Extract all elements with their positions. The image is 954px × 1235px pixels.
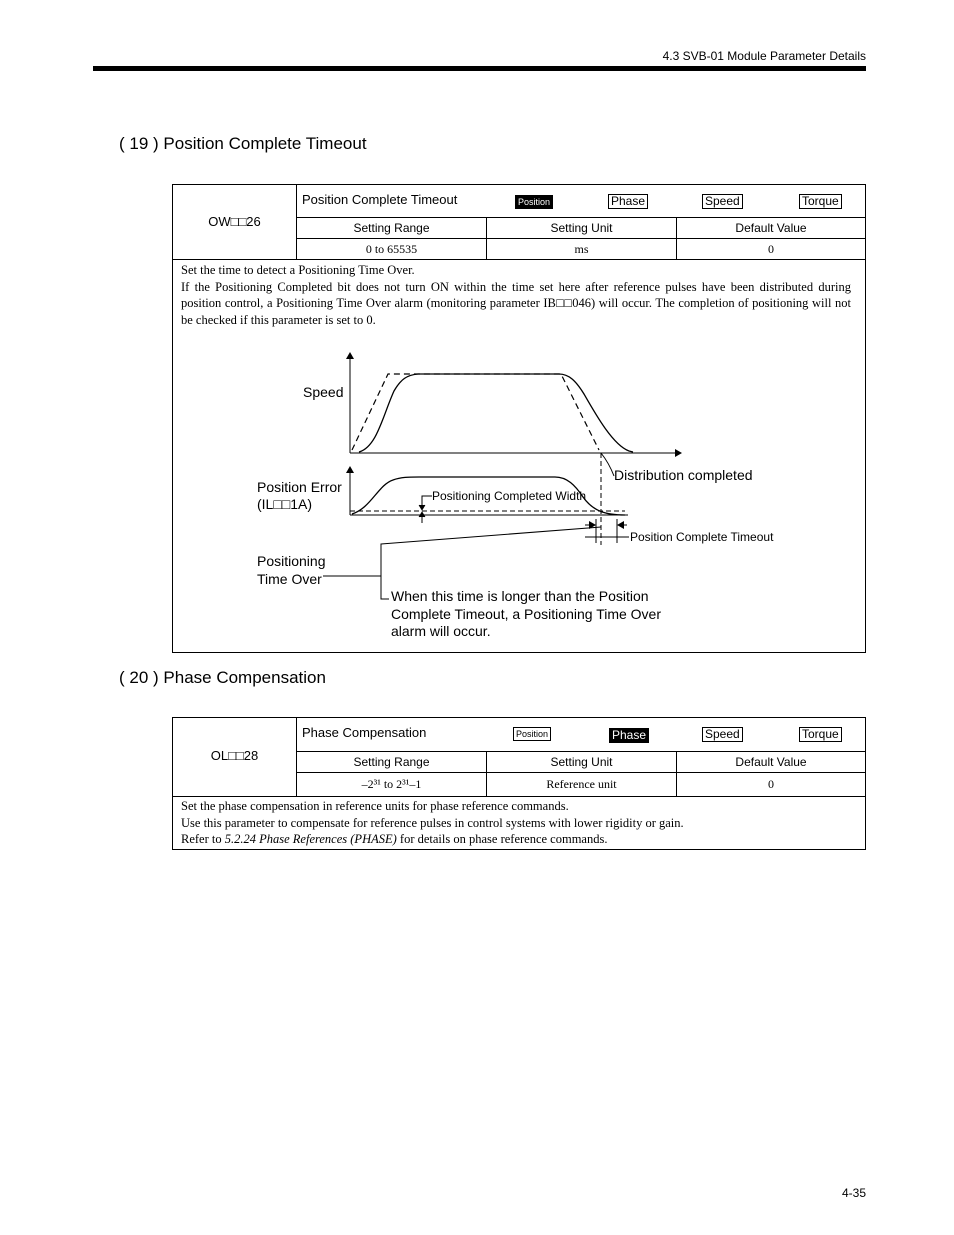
- speed-reference-dashed: [352, 374, 599, 450]
- label-position-error: Position Error: [257, 479, 342, 495]
- col-header-unit: Setting Unit: [487, 218, 677, 239]
- value-default: 0: [677, 773, 865, 797]
- mode-tag-speed: Speed: [702, 194, 743, 209]
- speed-actual-curve: [359, 374, 633, 452]
- note-bracket: [381, 553, 389, 599]
- label-time-over-1: Positioning: [257, 553, 326, 569]
- param-name: Phase Compensation: [302, 725, 427, 740]
- description-line: If the Positioning Completed bit does not turn ON within the time set here after reference pulses have been distributed during position control, a Positioning Time Over alarm (monitoring parameter IB□□046) will occur. The completion of positioning will not be checked if this parameter is set to 0.: [181, 279, 851, 327]
- label-complete-timeout: Position Complete Timeout: [630, 530, 774, 544]
- parameter-table-20: [172, 717, 866, 850]
- mode-tag-torque: Torque: [799, 727, 842, 742]
- register-cell: [173, 718, 297, 797]
- register-id: OL□□28: [210, 748, 259, 763]
- mode-tag-position: Position: [515, 195, 553, 209]
- mode-tag-phase: Phase: [608, 194, 648, 209]
- value-range: –2³¹ to 2³¹–1: [297, 773, 487, 797]
- time-over-signal: [323, 527, 601, 576]
- note-line-2: Complete Timeout, a Positioning Time Over: [391, 606, 662, 622]
- label-position-error-register: (IL□□1A): [257, 496, 313, 512]
- param-name-row: [297, 718, 865, 752]
- description-line: [181, 831, 851, 848]
- value-default: 0: [677, 239, 865, 260]
- refer-suffix: for details on phase reference commands.: [396, 832, 608, 846]
- mode-tag-speed: Speed: [702, 727, 743, 742]
- label-distribution-completed: Distribution completed: [614, 467, 753, 483]
- col-header-unit: Setting Unit: [487, 752, 677, 773]
- label-speed: Speed: [303, 384, 344, 400]
- note-line-3: alarm will occur.: [391, 623, 491, 639]
- col-header-range: Setting Range: [297, 218, 487, 239]
- register-id: OW□□26: [208, 214, 261, 229]
- running-header: 4.3 SVB-01 Module Parameter Details: [662, 49, 866, 63]
- col-header-default: Default Value: [677, 752, 865, 773]
- header-rule: [93, 66, 866, 71]
- value-unit: ms: [487, 239, 677, 260]
- label-time-over-2: Time Over: [257, 571, 322, 587]
- parameter-table-19: [172, 184, 866, 653]
- mode-tag-torque: Torque: [799, 194, 842, 209]
- reference-link[interactable]: 5.2.24 Phase References (PHASE): [224, 832, 397, 846]
- note-line-1: When this time is longer than the Position: [391, 588, 649, 604]
- param-name: Position Complete Timeout: [302, 192, 458, 207]
- value-range: 0 to 65535: [297, 239, 487, 260]
- description-line: Use this parameter to compensate for reference pulses in control systems with lower rigidity or gain.: [181, 815, 684, 830]
- description-line: Set the time to detect a Positioning Time Over.: [181, 263, 415, 277]
- col-header-range: Setting Range: [297, 752, 487, 773]
- section-title-20: ( 20 ) Phase Compensation: [119, 668, 326, 687]
- section-title-19: ( 19 ) Position Complete Timeout: [119, 134, 367, 153]
- page-number: 4-35: [841, 1186, 866, 1200]
- description-20: [181, 798, 851, 848]
- refer-prefix: Refer to: [181, 832, 225, 846]
- mode-tag-phase: Phase: [609, 728, 649, 743]
- value-unit: Reference unit: [487, 773, 677, 797]
- distribution-leader: [601, 453, 614, 476]
- label-completed-width: Positioning Completed Width: [432, 489, 587, 503]
- mode-tag-position: Position: [513, 727, 551, 741]
- description-line: Set the phase compensation in reference units for phase reference commands.: [181, 799, 569, 813]
- width-label-leader: [422, 496, 432, 497]
- col-header-default: Default Value: [677, 218, 865, 239]
